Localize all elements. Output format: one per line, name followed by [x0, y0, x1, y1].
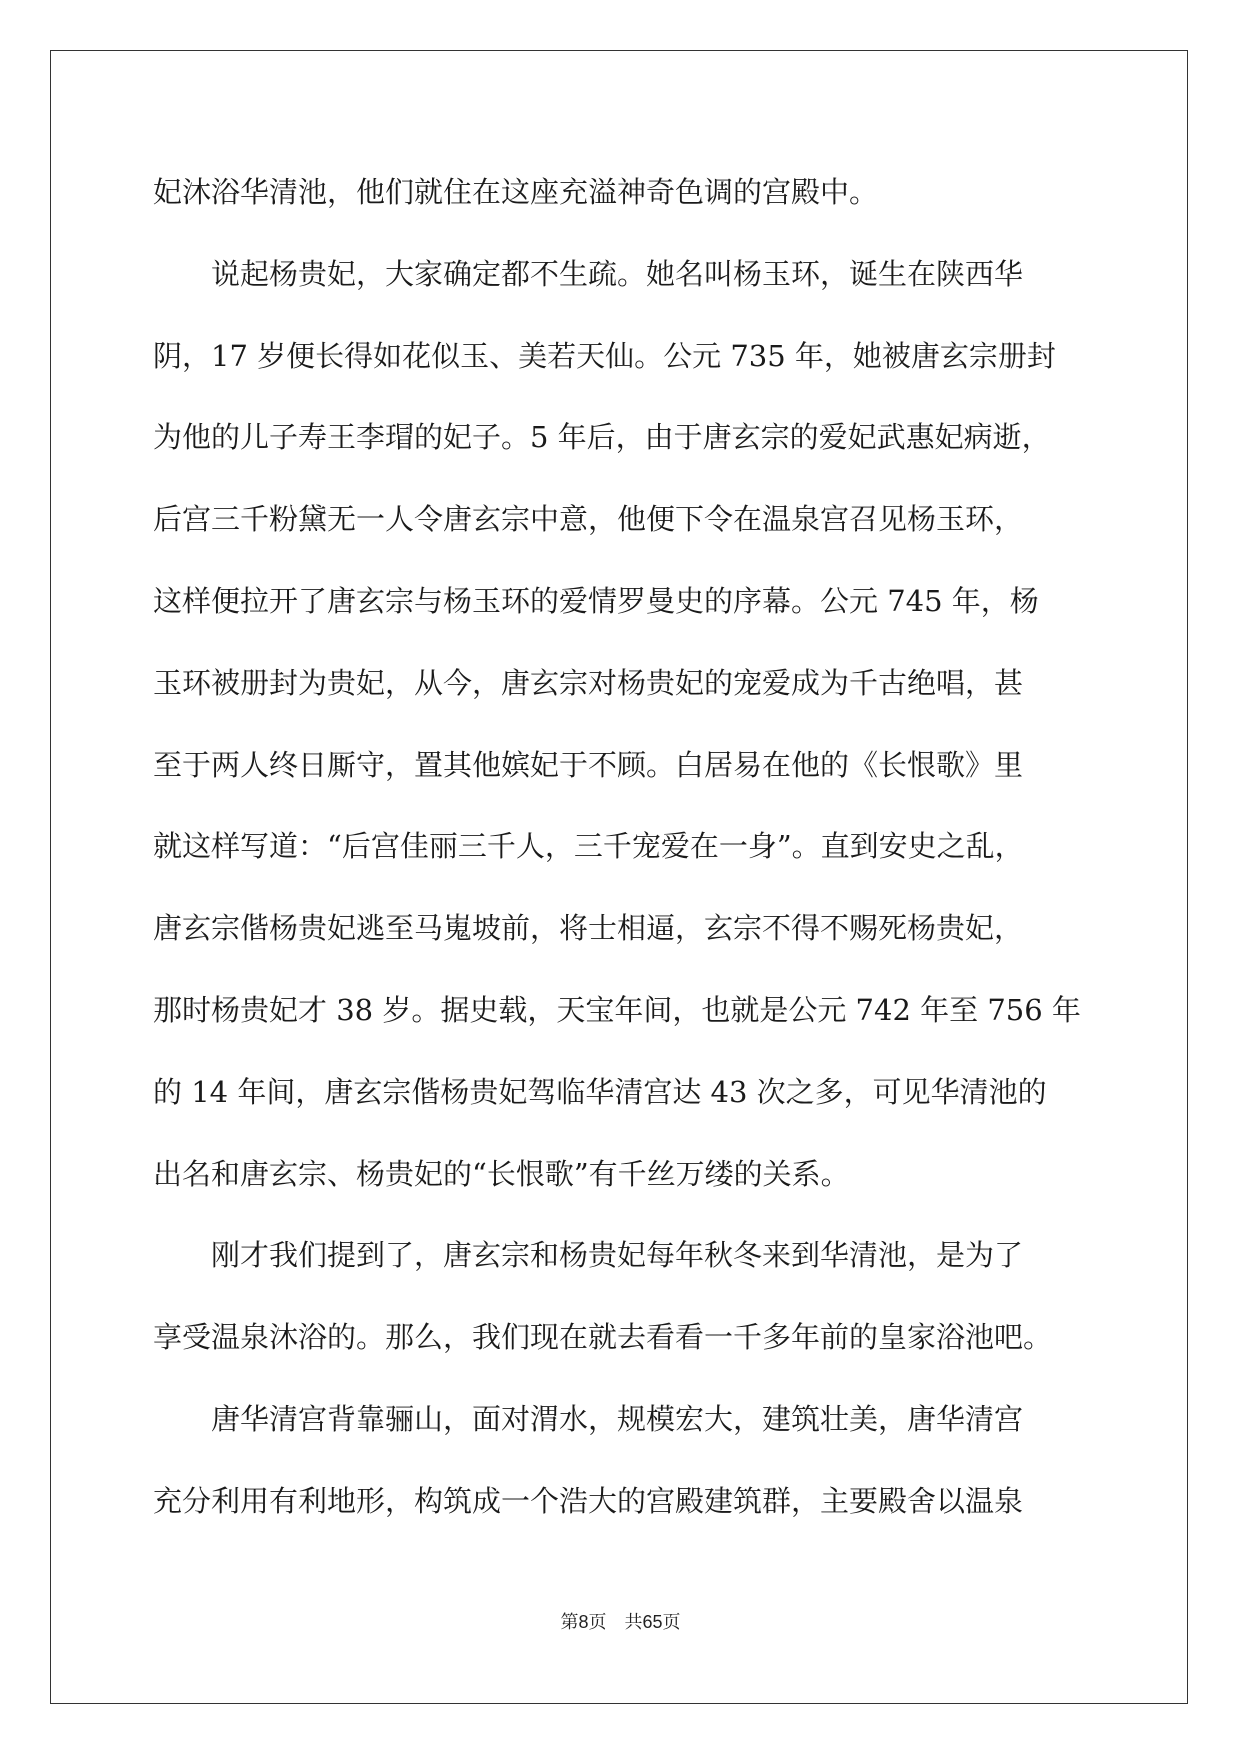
- text-line: 享受温泉沐浴的。那么，我们现在就去看看一千多年前的皇家浴池吧。: [153, 1320, 1053, 1355]
- text-line: 妃沐浴华清池，他们就住在这座充溢神奇色调的宫殿中。: [153, 175, 879, 209]
- page-footer: [0, 1608, 1241, 1634]
- text-line: 充分利用有利地形，构筑成一个浩大的宫殿建筑群，主要殿舍以温泉: [153, 1483, 1024, 1518]
- document-body: [153, 162, 1093, 1553]
- text-line: 为他的儿子寿王李瑁的妃子。5 年后，由于唐玄宗的爱妃武惠妃病逝，: [153, 420, 1051, 455]
- text-line: 说起杨贵妃，大家确定都不生疏。她名叫杨玉环，诞生在陕西华: [153, 256, 1024, 291]
- page-number: 8: [578, 1612, 589, 1632]
- text-line: 至于两人终日厮守，置其他嫔妃于不顾。白居易在他的《长恨歌》里: [153, 747, 1024, 782]
- text-line: 后宫三千粉黛无一人令唐玄宗中意，他便下令在温泉宫召见杨玉环，: [153, 502, 1024, 537]
- total-suffix: 页: [662, 1612, 681, 1633]
- total-pages: 65: [642, 1612, 663, 1632]
- text-line: 就这样写道：“后宫佳丽三千人，三千宠爱在一身”。直到安史之乱，: [153, 829, 1024, 864]
- text-line: 这样便拉开了唐玄宗与杨玉环的爱情罗曼史的序幕。公元 745 年，杨: [153, 583, 1039, 618]
- page-suffix: 页: [588, 1612, 607, 1633]
- text-line: 出名和唐玄宗、杨贵妃的“长恨歌”有千丝万缕的关系。: [153, 1156, 850, 1191]
- total-prefix: 共: [624, 1612, 643, 1633]
- text-line: 的 14 年间，唐玄宗偕杨贵妃驾临华清宫达 43 次之多，可见华清池的: [153, 1074, 1047, 1109]
- text-line: 那时杨贵妃才 38 岁。据史载，天宝年间，也就是公元 742 年至 756 年: [153, 992, 1081, 1027]
- text-line: 唐玄宗偕杨贵妃逃至马嵬坡前，将士相逼，玄宗不得不赐死杨贵妃，: [153, 911, 1024, 946]
- text-line: 刚才我们提到了，唐玄宗和杨贵妃每年秋冬来到华清池，是为了: [153, 1238, 1024, 1273]
- text-line: 玉环被册封为贵妃，从今，唐玄宗对杨贵妃的宠爱成为千古绝唱，甚: [153, 665, 1024, 700]
- text-line: 阴，17 岁便长得如花似玉、美若天仙。公元 735 年，她被唐玄宗册封: [153, 338, 1056, 373]
- text-line: 唐华清宫背靠骊山，面对渭水，规模宏大，建筑壮美，唐华清宫: [153, 1401, 1024, 1436]
- page-prefix: 第: [560, 1612, 579, 1633]
